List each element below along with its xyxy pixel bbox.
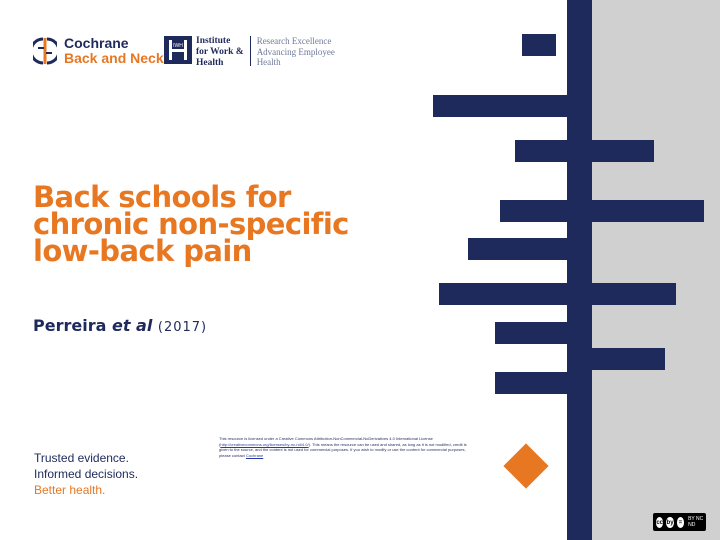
citation-etal: et al bbox=[111, 316, 153, 335]
cochrane-mark-icon bbox=[33, 36, 57, 66]
decorative-bar bbox=[522, 34, 556, 56]
tagline-line: Informed decisions. bbox=[34, 467, 139, 481]
decorative-bar bbox=[495, 322, 567, 344]
title-line: chronic non-specific bbox=[33, 207, 349, 241]
logo-divider bbox=[250, 36, 251, 66]
iwh-mark-text: IWH bbox=[173, 43, 183, 49]
title-line: Back schools for bbox=[33, 180, 291, 214]
iwh-mark-icon bbox=[164, 36, 192, 64]
decorative-bar bbox=[592, 348, 665, 370]
cochrane-logo-group: Back and Neck bbox=[64, 50, 164, 66]
citation-author: Perreira bbox=[33, 316, 107, 335]
nd-icon: = bbox=[676, 516, 685, 529]
cochrane-logo-name: Cochrane bbox=[64, 35, 129, 51]
iwh-name-line: Health bbox=[196, 58, 224, 68]
cc-icon: cc bbox=[655, 516, 664, 529]
decorative-bar bbox=[468, 238, 567, 260]
by-icon: by bbox=[665, 516, 674, 529]
license-link[interactable]: http://creativecommons.org/licenses/by-nc-nd/4.0/ bbox=[220, 441, 309, 447]
decorative-bar bbox=[592, 140, 654, 162]
citation bbox=[33, 316, 207, 335]
license-text: This resource is licensed under a Creative Commons Attribution-NonCommercial-NoDerivatives 4.0 International License ( bbox=[219, 436, 433, 447]
license-text-continued: ). This means the resource can be used and shared, as long as it is not modified, credit is given to the source, and the content is not used for commercial purposes. If you wish to modify or use the content for commercial purposes, please contact bbox=[219, 441, 467, 458]
tagline-line: Better health. bbox=[34, 483, 106, 497]
slide-title bbox=[33, 180, 373, 268]
license-contact-link[interactable]: Cochrane bbox=[245, 452, 264, 458]
title-line: low-back pain bbox=[33, 234, 252, 268]
iwh-name-line: for Work & bbox=[196, 47, 244, 57]
cc-badge-text: BY NC ND bbox=[688, 516, 704, 528]
iwh-logo bbox=[164, 36, 335, 69]
citation-year: (2017) bbox=[157, 320, 208, 335]
decorative-bar bbox=[500, 200, 567, 222]
iwh-tagline-line: Advancing Employee bbox=[256, 46, 335, 57]
iwh-tagline-line: Health bbox=[256, 57, 281, 67]
creative-commons-badge[interactable] bbox=[653, 513, 706, 531]
iwh-tagline-line: Research Excellence bbox=[256, 36, 332, 46]
navy-vertical-bar bbox=[567, 0, 592, 540]
decorative-bar bbox=[592, 283, 676, 305]
cochrane-tagline bbox=[34, 450, 138, 498]
iwh-name-line: Institute bbox=[196, 36, 231, 46]
decorative-bar bbox=[439, 283, 567, 305]
grey-side-panel bbox=[592, 0, 720, 540]
cochrane-logo bbox=[33, 36, 164, 66]
orange-diamond-shape bbox=[503, 443, 548, 488]
decorative-bar bbox=[592, 200, 704, 222]
decorative-bar bbox=[495, 372, 567, 394]
decorative-bar bbox=[515, 140, 567, 162]
license-notice bbox=[219, 436, 467, 458]
tagline-line: Trusted evidence. bbox=[34, 451, 129, 465]
decorative-bar bbox=[433, 95, 567, 117]
